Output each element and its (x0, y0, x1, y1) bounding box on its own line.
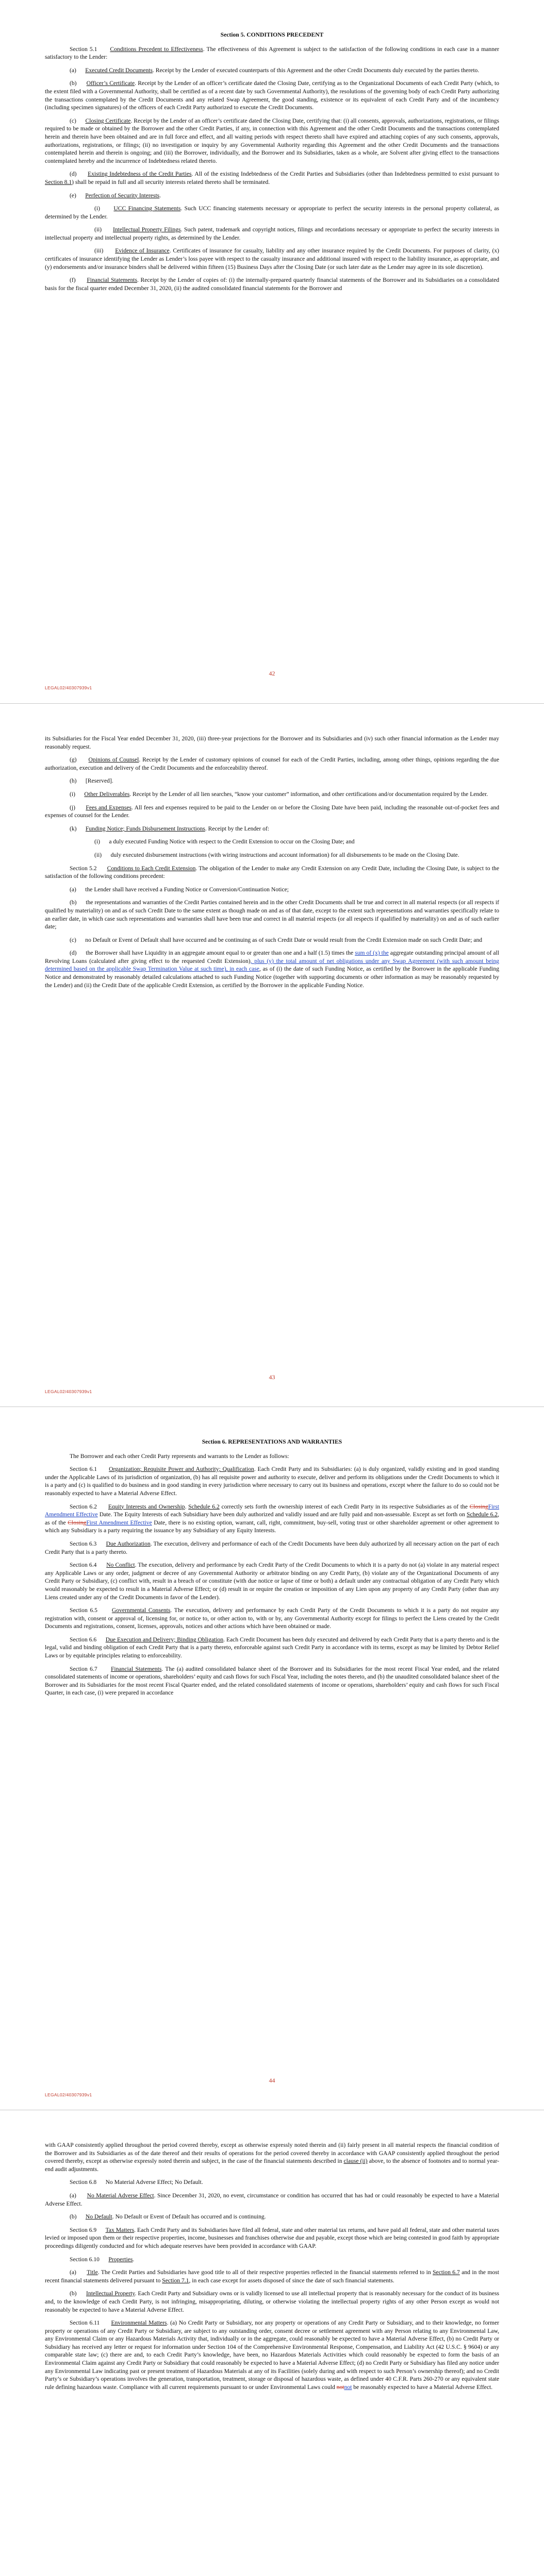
clause-b (45, 2213, 499, 2221)
clause-text: the Borrower shall have Liquidity in an aggregate amount equal to or greater than one and a half (1.5) times the (86, 950, 355, 957)
clause-label: (a) (70, 886, 76, 893)
section-title: Due Execution and Delivery; Binding Obligation (105, 1636, 224, 1643)
footer-doc-id: LEGAL02/40307939v1 (45, 685, 92, 690)
footer-doc-id: LEGAL02/40307939v1 (45, 1389, 92, 1394)
clause-label: (i) (94, 205, 100, 212)
clause-label: (i) (70, 790, 75, 798)
section-title: Environmental Matters (111, 2319, 167, 2327)
clause-label: (e) (70, 192, 76, 199)
clause-title: UCC Financing Statements (113, 205, 181, 212)
clause-text: a duly executed Funding Notice with respect to the Credit Extension to occur on the Closing Date; and (109, 838, 355, 845)
section-number: Section 6.1 (70, 1466, 97, 1473)
clause-label: (h) (70, 777, 77, 785)
section-text: , as of the (45, 1511, 499, 1526)
continuation-text (45, 2141, 499, 2173)
section-6-6 (45, 1636, 499, 1660)
clause-title: Title (87, 2269, 98, 2276)
clause-label: (k) (70, 825, 77, 832)
condition-c (45, 936, 499, 944)
clause-text: the representations and warranties of the Credit Parties contained herein and in the other Credit Documents shall be true and correct in all material respects (or all respects if qualified by materiality) on and as of such Credit Date to the same extent as though made on and as of that date, except to the extent such representations and warranties specifically relate to an earlier date, in which case such representations and warranties shall have been true and correct in all material respects (or all respects if qualified by materiality) on and as of such earlier date; (45, 899, 499, 930)
clause-k-ii (45, 851, 499, 859)
page-45 (0, 2110, 544, 2576)
deleted-text: Closing (469, 1503, 488, 1510)
section-5-1 (45, 45, 499, 61)
section-6-3 (45, 1540, 499, 1556)
clause-text: . Receipt by the Lender of all lien searches, “know your customer” information, and other certifications and/or documentation required by the Lender. (129, 790, 488, 798)
section-text: Date. The Equity Interests of each Subsidiary have been duly authorized and validly issued and are fully paid and non-assessable. Except as set forth on (97, 1511, 467, 1518)
condition-d (45, 949, 499, 989)
clause-label: (b) (70, 899, 77, 906)
clause-text: ) shall be repaid in full and all security interests related thereto shall be terminated. (72, 178, 270, 185)
section-title: Tax Matters (105, 2226, 135, 2233)
clause-title: Intellectual Property (86, 2290, 135, 2297)
section-number: Section 6.4 (70, 1562, 97, 1569)
clause-k (45, 825, 499, 833)
cross-reference: Section 7.1 (162, 2277, 189, 2284)
section-title: Organization; Requisite Power and Authority; Qualification (109, 1466, 254, 1473)
clause-a (45, 66, 499, 75)
clause-text: the Lender shall have received a Funding Notice or Conversion/Continuation Notice; (85, 886, 289, 893)
clause-f (45, 276, 499, 292)
clause-label: (a) (70, 2269, 76, 2276)
clause-text: , in each case except for assets disposed of since the date of such financial statements. (189, 2277, 394, 2284)
section-text: . (a) No Credit Party or Subsidiary, nor any property or operations of any Credit Party or Subsidiary, and to their knowledge, no former property or operations of any Credit Party or Subsidiary, are subject to any outstanding order, consent decree or settlement agreement with any Person relating to any Environmental Law, any Environmental Claim or any Hazardous Materials Activity that, individually or in the aggregate, could reasonably be expected to have a Material Adverse Effect, (b) no Credit Party or Subsidiary has received any letter or request for information under Section 104 of the Comprehensive Environmental Response, Compensation, and Liability Act (42 U.S.C. § 9604) or any comparable state law; (c) there are and, to each Credit Party’s knowledge, have been, no Hazardous Materials Activities which could reasonably be expected to form the basis of an Environmental Claim against any Credit Party or Subsidiary that could reasonably be expected to have a Material Adverse Effect; (d) no Credit Party or Subsidiary has filed any notice under any Environmental Law indicating past or present treatment of Hazardous Materials at any of its Facilities (solely during and with respect to such Person’s ownership thereof); and no Credit Party’s or Subsidiary’s operations involves the generation, transportation, treatment, storage or disposal of hazardous waste, as defined under 40 C.F.R. Parts 260-270 or any equivalent state rule defining hazardous waste. Compliance with all current requirements pursuant to or under Environmental Laws could (45, 2319, 499, 2391)
section-number: Section 5.1 (70, 45, 97, 53)
section-title: Properties (108, 2256, 133, 2263)
clause-b (45, 79, 499, 111)
clause-text: duly executed disbursement instructions (with wiring instructions and account information) for all disbursements to be made on the Closing Date. (110, 851, 459, 858)
clause-label: (g) (70, 756, 77, 764)
clause-h (45, 777, 499, 785)
clause-c (45, 117, 499, 165)
clause-title: Financial Statements (87, 277, 137, 284)
clause-text: . Such UCC financing statements necessary or appropriate to perfect the security interests in the personal property collateral, as determined by the Lender. (45, 205, 499, 220)
clause-text: and in the most recent financial statements delivered pursuant to (45, 2269, 499, 2284)
section-title: Governmental Consents (111, 1607, 171, 1614)
clause-label: (a) (70, 66, 76, 74)
section-6-4 (45, 1561, 499, 1601)
section-title: Conditions to Each Credit Extension (107, 865, 196, 872)
section-title: Financial Statements (110, 1665, 162, 1672)
clause-text: . Receipt by the Lender of copies of: (i) the internally-prepared quarterly financial statements of the Borrower and its Subsidiaries on a consolidated basis for the fiscal quarter ended December 31, 2020, (ii) the audited consolidated financial statements for the Borrower and (45, 277, 500, 292)
condition-a (45, 886, 499, 894)
clause-text: . Receipt by the Lender of executed counterparts of this Agreement and the other Credit Documents duly executed by the parties thereto. (152, 66, 480, 74)
inserted-text: sum of (x) the (355, 950, 389, 957)
clause-text: . Certificates of insurance for casualty, liability and any other insurance required by the Credit Documents. For purposes of clarity, (x) certificates of insurance identifying the Lender as Lender’s loss payee with respect to the casualty insurance and additional insured with respect to the liability insurance, as appropriate, and (y) endorsements and/or insurance binders shall be delivered within fifteen (15) Business Days after the Closing Date (or such later date as the Lender may agree in its sole discretion). (45, 247, 499, 270)
section-number: Section 6.2 (70, 1503, 97, 1510)
clause-e-ii (45, 226, 499, 242)
section-title: Equity Interests and Ownership (108, 1503, 185, 1510)
clause-text: . The Credit Parties and Subsidiaries have good title to all of their respective properties reflected in the financial statements referred to in (97, 2269, 433, 2276)
page-44 (0, 1406, 544, 2110)
clause-e (45, 192, 499, 200)
clause-text: . Receipt by the Lender of: (205, 825, 270, 832)
clause-text: . No Default or Event of Default has occurred and is continuing. (112, 2213, 266, 2221)
page-42 (0, 0, 544, 703)
section-number: Section 6.8 (70, 2179, 97, 2186)
clause-ip-b (45, 2290, 499, 2314)
clause-title: No Material Adverse Effect (87, 2192, 154, 2199)
footer-doc-id: LEGAL02/40307939v1 (45, 2092, 92, 2097)
clause-text: . Receipt by the Lender of an officer’s certificate dated the Closing Date, certifying as to the Organizational Documents of each Credit Party (which, to the extent filed with a Governmental Authority, shall be certified as of a recent date by such Governmental Authority), the resolutions of the governing body of each Credit Party authorizing the transactions contemplated by the Credit Documents and any related Swap Agreement, the good standing, existence or its equivalent of each Credit Party and of the incumbency (including specimen signatures) of the officers of each Credit Party authorized to execute the Credit Documents. (45, 80, 500, 111)
clause-text: . Receipt by the Lender of customary opinions of counsel for each of the Credit Parties, including, among other things, opinions regarding the due authorization, execution and delivery of the Credit Documents and the enforceability thereof. (45, 756, 499, 771)
clause-label: (c) (70, 117, 76, 124)
inserted-text: First Amendment Effective (86, 1519, 152, 1526)
continuation-text: its Subsidiaries for the Fiscal Year ended December 31, 2020, (iii) three-year projections for the Borrower and its Subsidiaries and (iv) such other financial information as the Lender may reasonably request. (45, 735, 499, 750)
clause-label: (d) (70, 950, 77, 957)
clause-i (45, 790, 499, 799)
clause-title: Intellectual Property Filings (112, 226, 181, 233)
section-number: Section 6.9 (70, 2226, 97, 2233)
deleted-text: not (336, 2383, 344, 2391)
clause-title: No Default (85, 2213, 112, 2221)
clause-text: . Each Credit Party and Subsidiary owns or is validly licensed to use all intellectual property that is reasonably necessary for the conduct of its business and, to the knowledge of each Credit Party, is not infringing, misappropriating, diluting, or otherwise violating the intellectual property rights of any other Person except as would not reasonably be expected to have a Material Adverse Effect. (45, 2290, 500, 2313)
section-title: No Conflict (106, 1562, 135, 1569)
section-text: . The execution, delivery and performance by each Credit Party of the Credit Documents to which it is a party do not require any registration with, consent or approval of, licensing for, or notice to, or other action to, with or by, any Governmental Authority except for filings to perfect the Liens created by the Credit Documents and registrations, consent, licenses, approvals, notices and other actions which have been obtained or made. (45, 1607, 500, 1630)
clause-label: (b) (70, 2213, 77, 2221)
clause-label: (d) (70, 171, 77, 178)
clause-title: Perfection of Security Interests (85, 192, 160, 199)
section-6-5 (45, 1606, 499, 1631)
clause-title: Funding Notice; Funds Disbursement Instructions (85, 825, 205, 832)
inserted-text: , plus (y) the total amount of net obligations under any Swap Agreement (with such amount being determined based on the applicable Swap Termination Value at such time), in each case (45, 957, 499, 973)
clause-text: . Such patent, trademark and copyright notices, filings and recordations necessary or appropriate to perfect the security interests in intellectual property and intellectual property rights, as determined by the Lender. (45, 226, 500, 241)
section-text: . (133, 2256, 135, 2263)
clause-title: Evidence of Insurance (115, 247, 170, 255)
section-text: No Material Adverse Effect; No Default. (105, 2179, 203, 2186)
clause-label: (a) (70, 2192, 76, 2199)
section-text: . Each Credit Document has been duly executed and delivered by each Credit Party that is a party thereto and is the legal, valid and binding obligation of each Credit Party that is a party thereto, enforceable against such Credit Party in accordance with its terms, except as may be limited by Debtor Relief Laws or by equitable principles relating to enforceability. (45, 1636, 500, 1659)
clause-text: , as of (i) the date of such Funding Notice, as certified by the Borrower in the applicable Funding Notice and demonstrated by reasonably detailed calculations attached to such Funding Notice (together with supporting documents or other information as may be reasonably requested by the Lender) and (ii) the Credit Date of the applicable Credit Extension, as certified by the Borrower in the applicable Funding Notice. (45, 965, 499, 989)
section-6-9 (45, 2226, 499, 2250)
section-6-intro: The Borrower and each other Credit Party represents and warrants to the Lender as follows: (70, 1452, 289, 1460)
section-6-11 (45, 2319, 499, 2391)
page-number: 43 (269, 1374, 275, 1381)
section-text: correctly sets forth the ownership interest of each Credit Party in its respective Subsidiaries as of the (219, 1503, 470, 1510)
section-text: Date, there is no existing option, warrant, call, right, commitment, buy-sell, voting trust or other shareholder agreement or other agreement to which any Subsidiary is a party requiring the issuance by any Subsidiary of any Equity Interests. (45, 1519, 499, 1534)
section-6-2 (45, 1503, 499, 1535)
section-text: . Each Credit Party and its Subsidiaries have filed all federal, state and other material tax returns, and have paid all federal, state and other material taxes levied or imposed upon them or their respective properties, income, businesses and franchises otherwise due and payable, except those which are being contested in good faith by appropriate proceedings diligently conducted and for which adequate reserves have been provided in accordance with GAAP. (45, 2226, 499, 2249)
cross-reference: Section 6.7 (433, 2269, 460, 2276)
section-text: . The (a) audited consolidated balance sheet of the Borrower and its Subsidiaries for the most recent Fiscal Year ended, and the related consolidated statements of income or operations, shareholders’ equity and cash flows for such Fiscal Year, including the notes thereto, and (b) the unaudited consolidated balance sheet of the Borrower and its Subsidiaries for the most recent Fiscal Quarter ended, and the related consolidated statements of income or operations, shareholders’ equity and cash flows for such Fiscal Quarter, in each case, (i) were prepared in accordance (45, 1665, 500, 1697)
section-6-8 (45, 2178, 499, 2187)
section-6-heading: Section 6. REPRESENTATIONS AND WARRANTIES (202, 1438, 342, 1445)
section-5-2 (45, 865, 499, 880)
inserted-text: not (344, 2383, 352, 2391)
clause-label: (b) (70, 2290, 77, 2297)
clause-j (45, 804, 499, 820)
clause-label: (c) (70, 936, 76, 943)
clause-text: . (159, 192, 161, 199)
clause-title: Opinions of Counsel (88, 756, 139, 764)
section-text: be reasonably expected to have a Material Adverse Effect. (352, 2383, 493, 2391)
clause-label: (b) (70, 80, 77, 87)
section-text: . The effectiveness of this Agreement is subject to the satisfaction of the following conditions in each case in a manner satisfactory to the Lender: (45, 45, 500, 61)
section-text: . The execution, delivery and performance of each of the Credit Documents have been duly authorized by all necessary action on the part of each Credit Party that is a party thereto. (45, 1540, 500, 1555)
section-number: Section 6.6 (70, 1636, 97, 1643)
section-number: Section 6.3 (70, 1540, 97, 1547)
section-6-10 (45, 2256, 499, 2264)
clause-e-iii (45, 247, 499, 271)
clause-title: Existing Indebtedness of the Credit Parties (88, 171, 192, 178)
clause-text: . All of the existing Indebtedness of the Credit Parties and Subsidiaries (other than Indebtedness permitted to exist pursuant to (191, 171, 500, 178)
section-6-1 (45, 1465, 499, 1497)
section-6-7 (45, 1665, 499, 1697)
clause-title-a (45, 2268, 499, 2284)
clause-e-i (45, 205, 499, 221)
clause-title: Other Deliverables (84, 790, 130, 798)
cross-reference: clause (ii) (343, 2158, 368, 2165)
clause-title: Officer’s Certificate (86, 80, 135, 87)
section-number: Section 6.10 (70, 2256, 100, 2263)
section-text: . Each Credit Party and its Subsidiaries: (a) is duly organized, validly existing and in good standing under the Applicable Laws of its jurisdiction of organization, (b) has all requisite power and authority to execute, deliver and perform its obligations under the Credit Documents to which it is a party and (c) is qualified to do business and in good standing in every jurisdiction where necessary to carry out its business and operations, except where the failure to do so could not be reasonably expected to have a Material Adverse Effect. (45, 1466, 500, 1497)
clause-text: . All fees and expenses required to be paid to the Lender on or before the Closing Date have been paid, including the reasonable out-of-pocket fees and expenses of counsel for the Lender. (45, 804, 500, 819)
cross-reference: Schedule 6.2 (188, 1503, 220, 1510)
clause-title: Executed Credit Documents (85, 66, 153, 74)
clause-text: . Receipt by the Lender of an officer’s certificate dated the Closing Date, certifying that: (i) all consents, approvals, authorizations, registrations, or filings required to be made or obtained by the Borrower and the other Credit Parties, if any, in connection with this Agreement and the other Credit Documents and the transactions contemplated herein and therein have been obtained and are in full force and effect, and all waiting periods with respect thereto shall have expired and attaching copies of any such consents, approvals, authorizations, registrations, or filings; (ii) no investigation or inquiry by any Governmental Authority regarding this Agreement and the other Credit Documents and the transactions contemplated herein and therein is ongoing; and (iii) the Borrower, individually, and the Borrower and its Subsidiaries, taken as a whole, are Solvent after giving effect to the transactions contemplated hereby and the incurrence of Indebtedness related thereto. (45, 117, 500, 164)
clause-k-i (45, 838, 499, 846)
clause-label: (i) (94, 838, 100, 845)
clause-title: Fees and Expenses (86, 804, 131, 811)
page-43 (0, 703, 544, 1406)
page-number: 42 (269, 670, 275, 677)
clause-text: aggregate outstanding principal amount of all Revolving Loans (calculated after giving effect to the requested Credit Extension) (45, 950, 500, 964)
clause-a (45, 2192, 499, 2208)
clause-title: Closing Certificate (85, 117, 131, 124)
section-number: Section 6.7 (70, 1665, 97, 1672)
section-number: Section 6.11 (70, 2319, 100, 2327)
clause-d (45, 170, 499, 186)
section-number: Section 6.5 (70, 1607, 97, 1614)
section-text: . (185, 1503, 189, 1510)
cross-reference: Section 8.1 (45, 178, 72, 185)
section-number: Section 5.2 (70, 865, 97, 872)
cross-reference: Schedule 6.2 (467, 1511, 498, 1518)
clause-text: [Reserved]. (85, 777, 113, 785)
section-title: Conditions Precedent to Effectiveness (110, 45, 203, 53)
clause-text: . Since December 31, 2020, no event, circumstance or condition has occurred that has had or could reasonably be expected to have a Material Adverse Effect. (45, 2192, 499, 2207)
clause-label: (ii) (94, 851, 102, 858)
section-text: . The obligation of the Lender to make any Credit Extension on any Credit Date, including the Closing Date, is subject to the satisfaction of the following conditions precedent: (45, 865, 499, 880)
deleted-text: Closing (68, 1519, 87, 1526)
clause-label: (iii) (94, 247, 104, 255)
section-5-heading: Section 5. CONDITIONS PRECEDENT (220, 31, 324, 38)
clause-label: (ii) (94, 226, 102, 233)
continuation-part: above, to the absence of footnotes and to normal year-end audit adjustments. (45, 2158, 499, 2173)
page-number: 44 (269, 2077, 275, 2084)
section-text: . The execution, delivery and performance by each Credit Party of the Credit Documents to which it is a party do not (a) violate in any material respect any Applicable Laws or any order, judgment or decree of any Governmental Authority or arbitrator binding on any Credit Party, (b) violate any of the Organizational Documents of any Credit Party or Subsidiary, (c) conflict with, result in a breach of or constitute (with due notice or lapse of time or both) a default under any contractual obligation of any Credit Party which would reasonably be expected to result in a Material Adverse Effect; or (d) result in or require the creation or imposition of any Lien upon any property of any Credit Party (other than any Liens created under any of the Credit Documents in favor of the Lender). (45, 1562, 499, 1601)
continuation-part: with GAAP consistently applied throughout the period covered thereby, except as otherwise expressly noted therein and (ii) fairly present in all material respects the financial condition of the Borrower and its Subsidiaries as of the date thereof and their results of operations for the period covered thereby in accordance with GAAP consistently applied throughout the period covered thereby, except as otherwise expressly noted therein and subject, in the case of the financial statements described in (45, 2142, 499, 2165)
condition-b (45, 899, 499, 930)
clause-label: (j) (70, 804, 75, 811)
clause-label: (f) (70, 277, 76, 284)
clause-g (45, 756, 499, 772)
section-title: Due Authorization (106, 1540, 151, 1547)
inserted-text: First Amendment Effective (45, 1503, 500, 1518)
clause-text: no Default or Event of Default shall have occurred and be continuing as of such Credit Date or would result from the Credit Extension made on such Credit Date; and (85, 936, 483, 943)
